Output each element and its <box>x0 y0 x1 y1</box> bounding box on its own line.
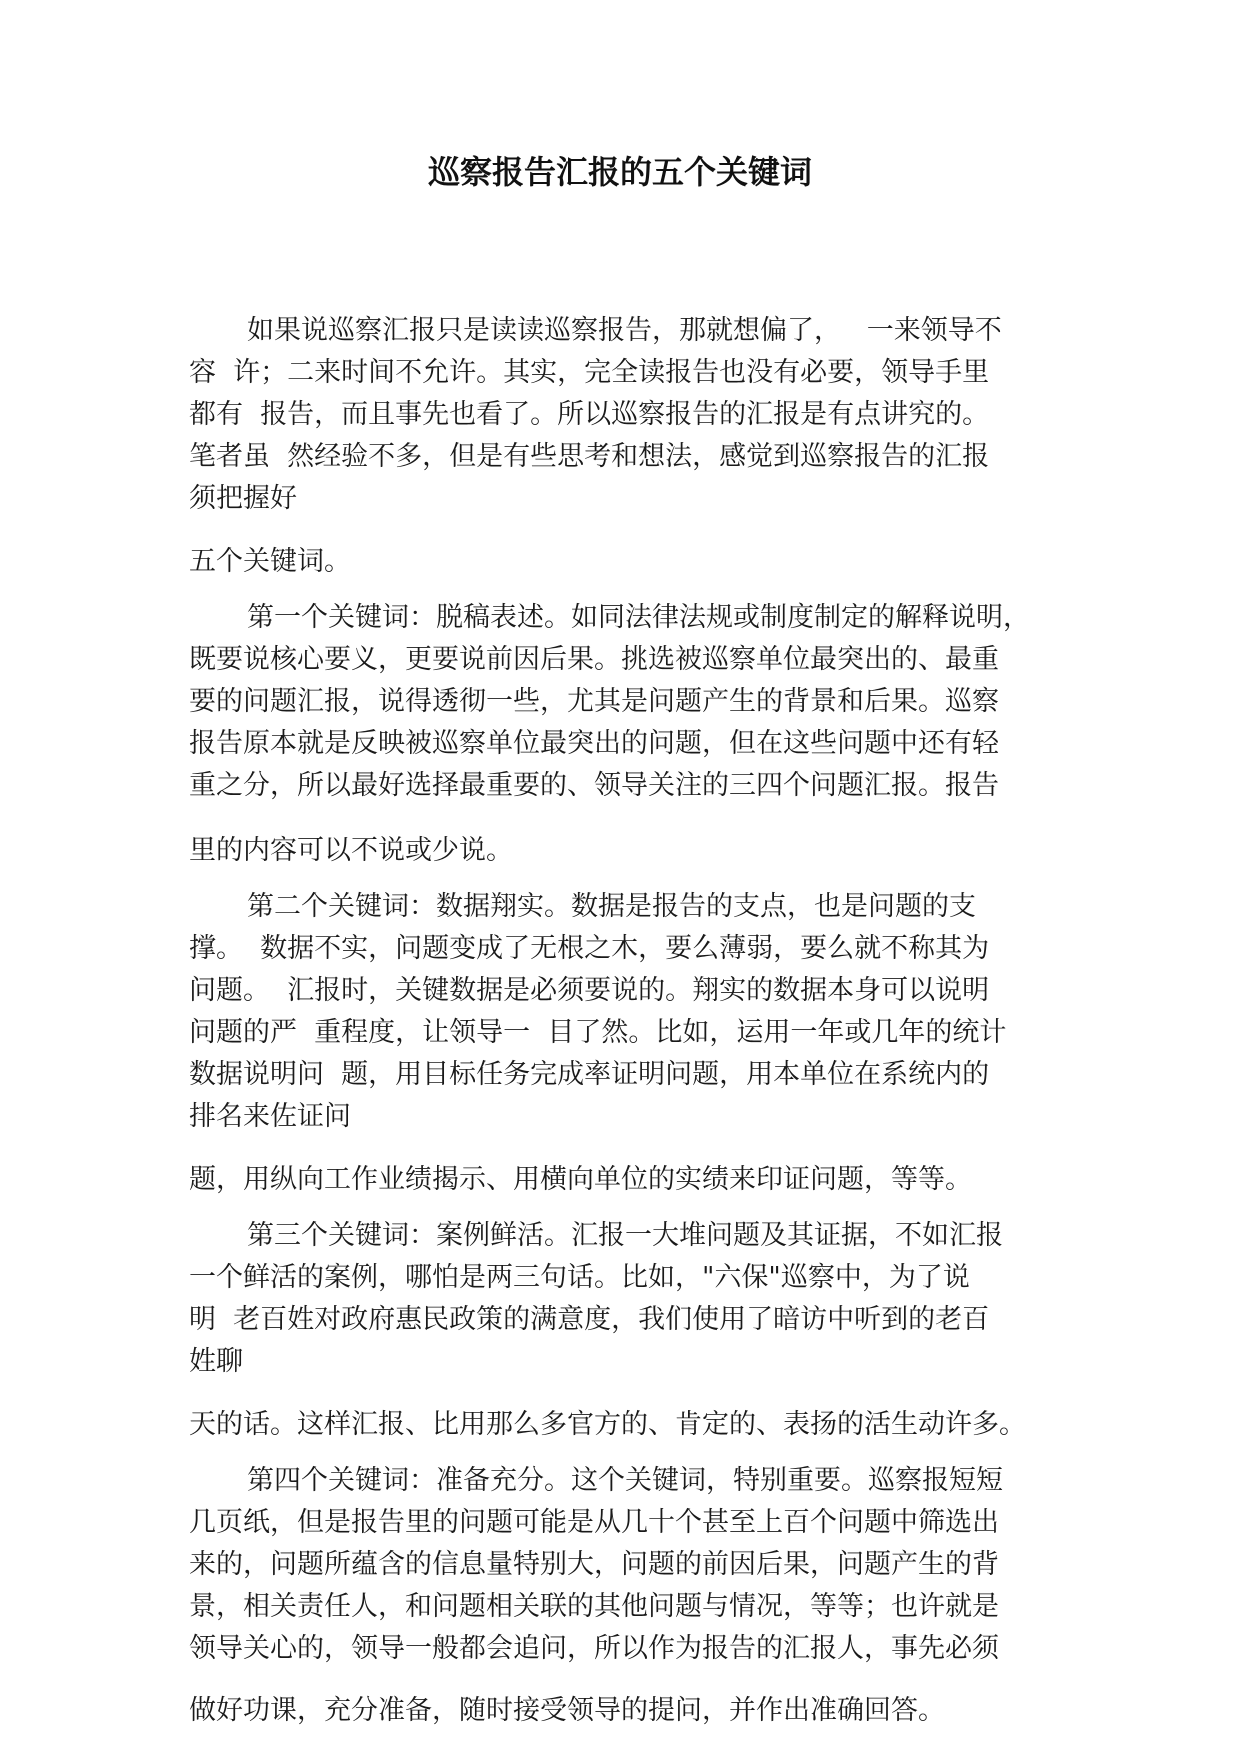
text-line: 景，相关责任人，和问题相关联的其他问题与情况，等等；也许就是 <box>189 1591 999 1622</box>
text-line: 里的内容可以不说或少说。 <box>189 835 513 866</box>
text-line: 第四个关键词：准备充分。这个关键词，特别重要。巡察报短短 <box>247 1465 1003 1496</box>
text-line: 五个关键词。 <box>189 546 351 577</box>
text-line: 一个鲜活的案例，哪怕是两三句话。比如，"六保"巡察中，为了说 <box>189 1262 970 1293</box>
text-line: 既要说核心要义，更要说前因后果。挑选被巡察单位最突出的、最重 <box>189 644 999 675</box>
text-line: 须把握好 <box>189 483 297 514</box>
text-line: 问题。 汇报时，关键数据是必须要说的。翔实的数据本身可以说明 <box>189 975 990 1006</box>
text-line: 撑。 数据不实，问题变成了无根之木，要么薄弱，要么就不称其为 <box>189 933 990 964</box>
text-line: 第一个关键词：脱稿表述。如同法律法规或制度制定的解释说明， <box>247 602 1030 633</box>
text-line: 题，用纵向工作业绩揭示、用横向单位的实绩来印证问题，等等。 <box>189 1164 972 1195</box>
text-line: 做好功课，充分准备，随时接受领导的提问，并作出准确回答。 <box>189 1695 945 1726</box>
text-line: 姓聊 <box>189 1346 243 1377</box>
text-line: 要的问题汇报，说得透彻一些，尤其是问题产生的背景和后果。巡察 <box>189 686 999 717</box>
text-line: 领导关心的，领导一般都会追问，所以作为报告的汇报人，事先必须 <box>189 1633 999 1664</box>
text-line: 都有 报告，而且事先也看了。所以巡察报告的汇报是有点讲究的。 <box>189 399 990 430</box>
text-line: 来的，问题所蕴含的信息量特别大，问题的前因后果，问题产生的背 <box>189 1549 999 1580</box>
text-line: 天的话。这样汇报、比用那么多官方的、肯定的、表扬的活生动许多。 <box>189 1409 1026 1440</box>
text-line: 问题的严 重程度，让领导一 目了然。比如，运用一年或几年的统计 <box>189 1017 1007 1048</box>
text-line: 第三个关键词：案例鲜活。汇报一大堆问题及其证据，不如汇报 <box>247 1220 1003 1251</box>
text-line: 排名来佐证问 <box>189 1101 351 1132</box>
text-line: 明 老百姓对政府惠民政策的满意度，我们使用了暗访中听到的老百 <box>189 1304 990 1335</box>
document-title: 巡察报告汇报的五个关键词 <box>427 153 812 191</box>
text-line: 容 许；二来时间不允许。其实，完全读报告也没有必要，领导手里 <box>189 357 990 388</box>
text-line: 第二个关键词：数据翔实。数据是报告的支点，也是问题的支 <box>247 891 976 922</box>
text-line: 笔者虽 然经验不多，但是有些思考和想法，感觉到巡察报告的汇报 <box>189 441 990 472</box>
text-line: 几页纸，但是报告里的问题可能是从几十个甚至上百个问题中筛选出 <box>189 1507 999 1538</box>
text-line: 数据说明问 题，用目标任务完成率证明问题，用本单位在系统内的 <box>189 1059 990 1090</box>
text-line: 报告原本就是反映被巡察单位最突出的问题，但在这些问题中还有轻 <box>189 728 999 759</box>
text-line: 如果说巡察汇报只是读读巡察报告，那就想偏了， 一来领导不 <box>247 315 1002 346</box>
text-line: 重之分，所以最好选择最重要的、领导关注的三四个问题汇报。报告 <box>189 770 999 801</box>
